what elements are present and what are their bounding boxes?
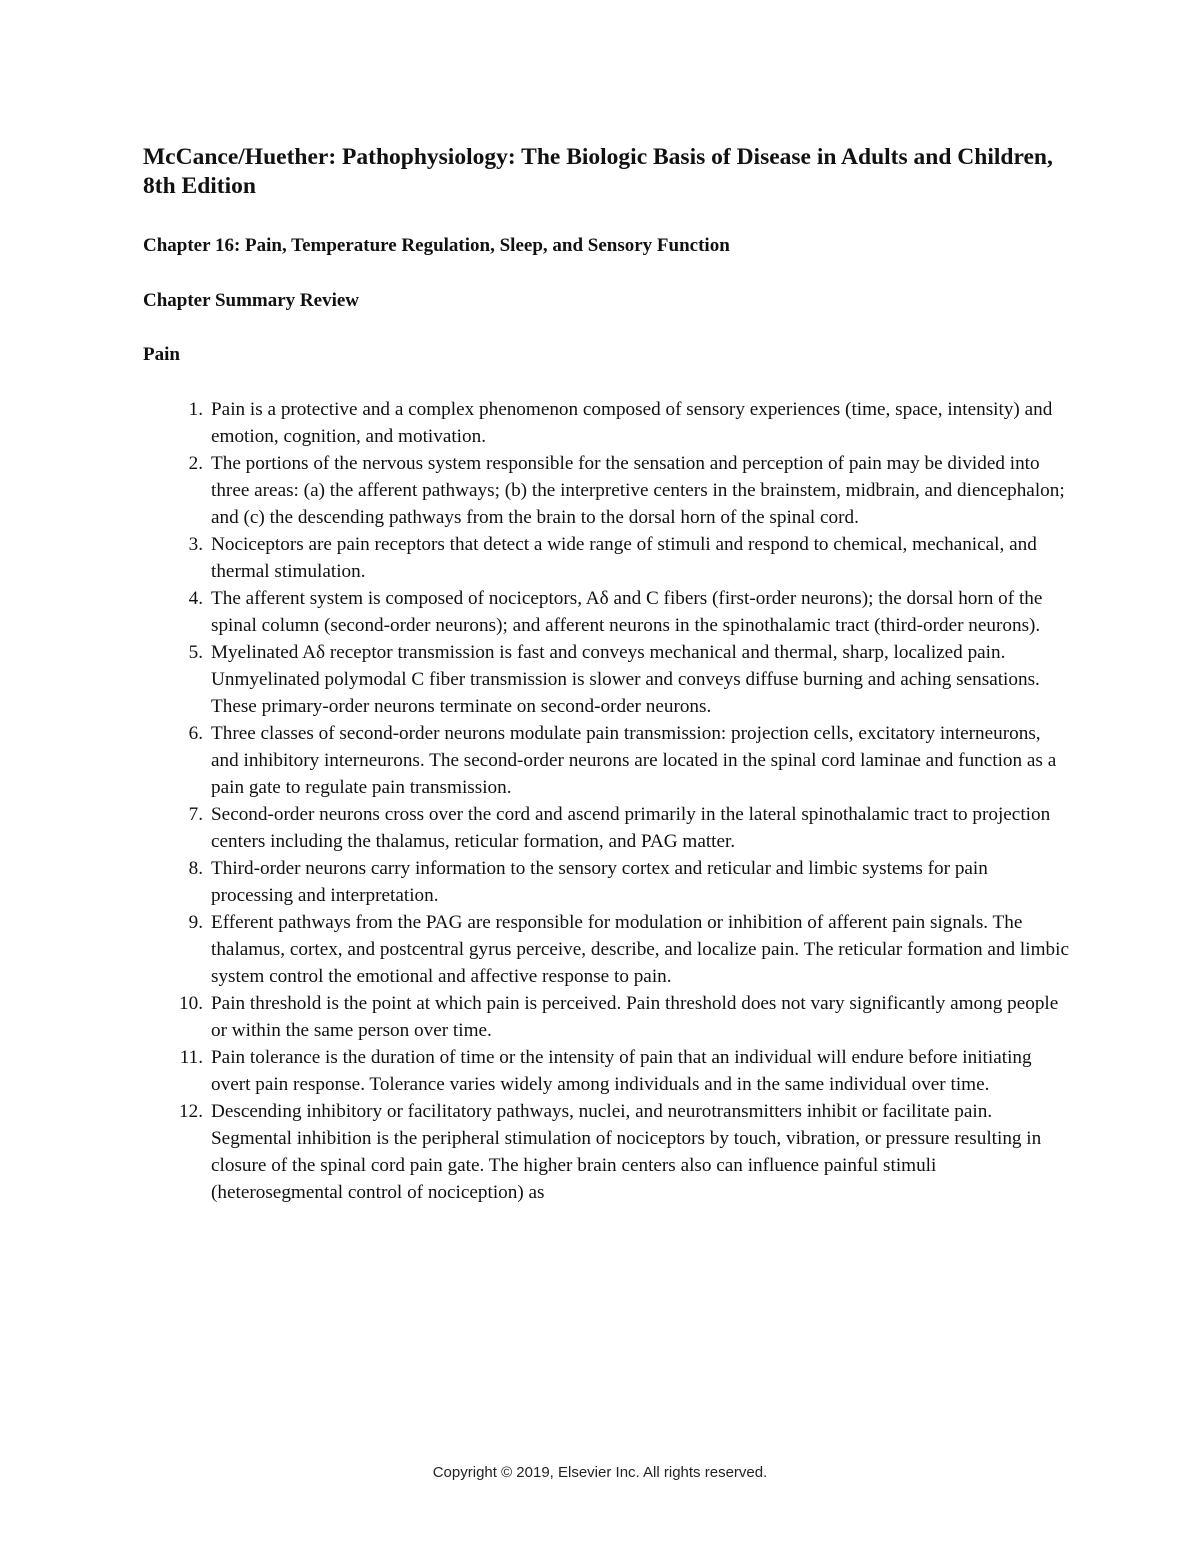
item-number: 10.	[179, 993, 203, 1014]
list-item	[188, 720, 1071, 801]
item-text: The afferent system is composed of nociceptors, Aδ and C fibers (first-order neurons); the dorsal horn of the spinal column (second-order neurons); and afferent neurons in the spinothalamic tract (third-order neurons).	[211, 588, 1043, 636]
chapter-title: Chapter 16: Pain, Temperature Regulation, Sleep, and Sensory Function	[143, 235, 730, 256]
item-number: 2.	[188, 453, 203, 474]
list-item	[188, 450, 1071, 531]
item-text: Three classes of second-order neurons modulate pain transmission: projection cells, excitatory interneurons, and inhibitory interneurons. The second-order neurons are located in the spinal cord laminae and function as a pain gate to regulate pain transmission.	[211, 723, 1057, 798]
item-number: 12.	[179, 1101, 203, 1122]
list-item	[179, 1044, 1071, 1098]
item-number: 11.	[179, 1047, 203, 1068]
list-item	[188, 531, 1071, 585]
list-item	[188, 585, 1071, 639]
item-text: Nociceptors are pain receptors that detect a wide range of stimuli and respond to chemical, mechanical, and thermal stimulation.	[211, 534, 1037, 582]
list-item	[188, 801, 1071, 855]
item-number: 5.	[188, 642, 203, 663]
item-text: Pain tolerance is the duration of time or the intensity of pain that an individual will endure before initiating overt pain response. Tolerance varies widely among individuals and in the same individual over time.	[211, 1047, 1032, 1095]
item-number: 6.	[188, 723, 203, 744]
copyright-footer: Copyright © 2019, Elsevier Inc. All rights reserved.	[432, 1464, 768, 1481]
item-text: Third-order neurons carry information to the sensory cortex and reticular and limbic systems for pain processing and interpretation.	[211, 858, 988, 906]
list-item	[188, 396, 1071, 450]
list-item	[179, 1098, 1071, 1206]
item-text: Second-order neurons cross over the cord and ascend primarily in the lateral spinothalamic tract to projection centers including the thalamus, reticular formation, and PAG matter.	[211, 804, 1051, 852]
summary-list	[179, 396, 1071, 1206]
list-item	[188, 855, 1071, 909]
item-number: 8.	[188, 858, 203, 879]
item-number: 7.	[188, 804, 203, 825]
item-number: 3.	[188, 534, 203, 555]
section-title: Pain	[143, 344, 180, 365]
list-item	[188, 909, 1071, 990]
item-text: Pain threshold is the point at which pain is perceived. Pain threshold does not vary significantly among people or within the same person over time.	[211, 993, 1059, 1041]
item-text: Descending inhibitory or facilitatory pathways, nuclei, and neurotransmitters inhibit or facilitate pain. Segmental inhibition is the peripheral stimulation of nociceptors by touch, vibration, or pressure resulting in closure of the spinal cord pain gate. The higher brain centers also can influence painful stimuli (heterosegmental control of nociception) as	[211, 1101, 1042, 1203]
list-item	[188, 639, 1071, 720]
item-text: Efferent pathways from the PAG are responsible for modulation or inhibition of afferent pain signals. The thalamus, cortex, and postcentral gyrus perceive, describe, and localize pain. The reticular formation and limbic system control the emotional and affective response to pain.	[211, 912, 1069, 987]
item-text: The portions of the nervous system responsible for the sensation and perception of pain may be divided into three areas: (a) the afferent pathways; (b) the interpretive centers in the brainstem, midbrain, and diencephalon; and (c) the descending pathways from the brain to the dorsal horn of the spinal cord.	[211, 453, 1065, 528]
item-text: Pain is a protective and a complex phenomenon composed of sensory experiences (time, space, intensity) and emotion, cognition, and motivation.	[211, 399, 1053, 447]
book-title: McCance/Huether: Pathophysiology: The Biologic Basis of Disease in Adults and Children, 8th Edition	[143, 144, 1053, 199]
item-number: 4.	[188, 588, 203, 609]
item-number: 1.	[188, 399, 203, 420]
item-number: 9.	[188, 912, 203, 933]
item-text: Myelinated Aδ receptor transmission is fast and conveys mechanical and thermal, sharp, localized pain. Unmyelinated polymodal C fiber transmission is slower and conveys diffuse burning and aching sensations. These primary-order neurons terminate on second-order neurons.	[211, 642, 1040, 717]
summary-title: Chapter Summary Review	[143, 290, 360, 311]
list-item	[179, 990, 1071, 1044]
